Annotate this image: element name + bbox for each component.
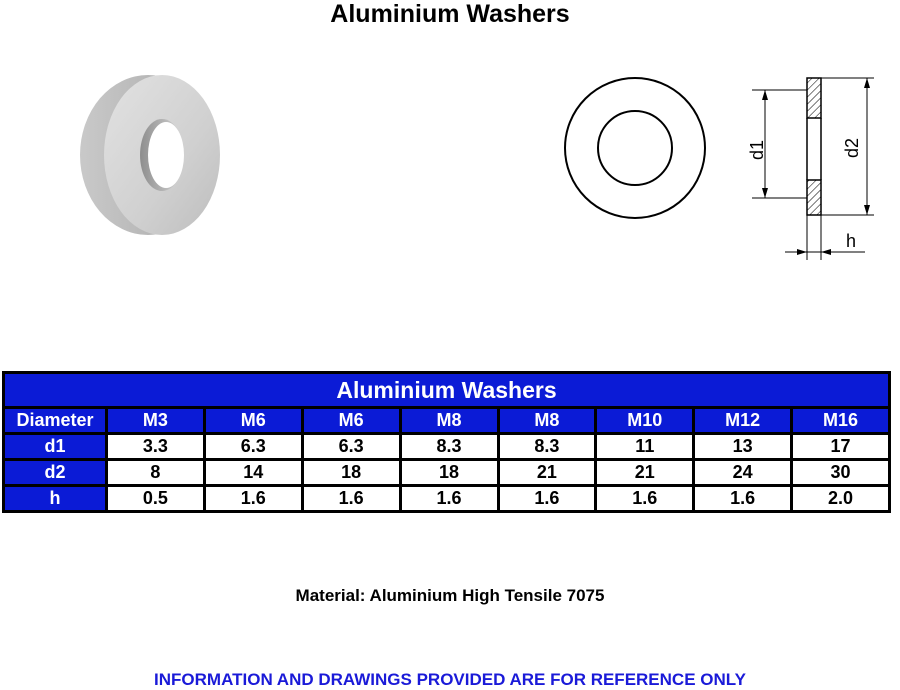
table-cell: 8.3 (498, 434, 596, 460)
page-title: Aluminium Washers (330, 0, 570, 28)
table-heading: Aluminium Washers (4, 373, 890, 408)
table-cell: 21 (596, 460, 694, 486)
table-cell: 18 (400, 460, 498, 486)
table-cell: 3.3 (107, 434, 205, 460)
header-col: M3 (107, 408, 205, 434)
table-cell: 6.3 (204, 434, 302, 460)
table-cell: 24 (694, 460, 792, 486)
table-cell: 1.6 (498, 486, 596, 512)
table-row (4, 460, 890, 486)
table-row (4, 486, 890, 512)
row-label: d1 (4, 434, 107, 460)
table-cell: 13 (694, 434, 792, 460)
washer-drawing (540, 60, 880, 270)
header-col: M6 (302, 408, 400, 434)
row-label: d2 (4, 460, 107, 486)
h-label: h (846, 231, 857, 251)
d2-label: d2 (842, 137, 862, 159)
table-cell: 8.3 (400, 434, 498, 460)
table-cell: 1.6 (400, 486, 498, 512)
table-header-row (4, 408, 890, 434)
spec-table (2, 371, 891, 513)
header-col: M8 (498, 408, 596, 434)
table-cell: 30 (792, 460, 890, 486)
table-cell: 21 (498, 460, 596, 486)
table-cell: 14 (204, 460, 302, 486)
table-row (4, 434, 890, 460)
table-cell: 2.0 (792, 486, 890, 512)
header-col: M10 (596, 408, 694, 434)
header-col: M8 (400, 408, 498, 434)
table-cell: 1.6 (596, 486, 694, 512)
disclaimer-note: INFORMATION AND DRAWINGS PROVIDED ARE FOR REFERENCE ONLY (154, 670, 746, 689)
table-heading-row (4, 373, 890, 408)
header-diameter: Diameter (4, 408, 107, 434)
d1-label: d1 (747, 139, 767, 161)
header-col: M6 (204, 408, 302, 434)
table-cell: 6.3 (302, 434, 400, 460)
material-note: Material: Aluminium High Tensile 7075 (295, 586, 605, 605)
header-col: M12 (694, 408, 792, 434)
washer-photo (70, 65, 240, 245)
table-cell: 11 (596, 434, 694, 460)
header-col: M16 (792, 408, 890, 434)
table-cell: 1.6 (204, 486, 302, 512)
table-cell: 1.6 (694, 486, 792, 512)
table-cell: 17 (792, 434, 890, 460)
row-label: h (4, 486, 107, 512)
table-cell: 8 (107, 460, 205, 486)
table-cell: 1.6 (302, 486, 400, 512)
table-cell: 18 (302, 460, 400, 486)
table-cell: 0.5 (107, 486, 205, 512)
